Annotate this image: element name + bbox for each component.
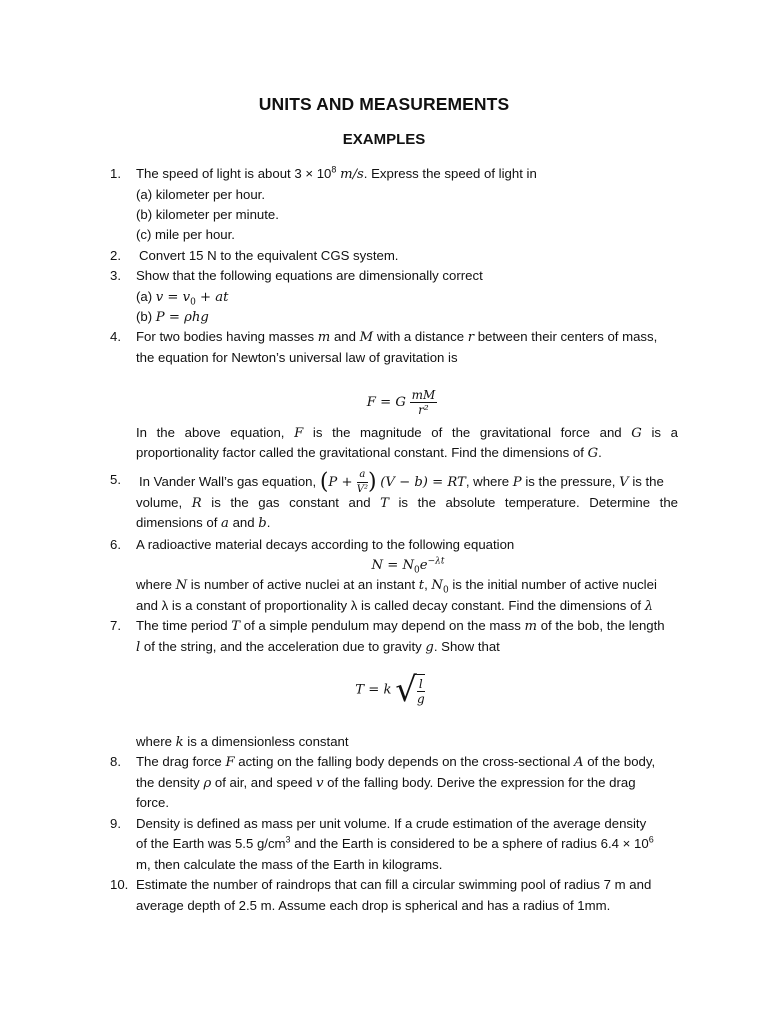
question-5-line-3: dimensions of a and b.: [136, 515, 271, 531]
question-number: 6.: [110, 537, 121, 552]
question-number: 10.: [110, 877, 129, 892]
question-number: 1.: [110, 166, 121, 181]
square-root: √ $\frac{l}{g}$: [395, 670, 425, 710]
question-8-line-1: The drag force F acting on the falling body depends on the cross-sectional A of the body,: [136, 754, 656, 770]
question-number: 4.: [110, 329, 121, 344]
question-4-line-3: In the above equation, F is the magnitude of the gravitational force and G is a: [136, 425, 678, 441]
gravitation-equation: F = G $\frac{mM}{\text{r²}}$: [366, 388, 436, 417]
question-4-line-1: For two bodies having masses m and M with a distance r between their centers of mass,: [136, 329, 658, 345]
question-9-line-3: m, then calculate the mass of the Earth in kilograms.: [136, 857, 443, 872]
question-1-option-a: (a) kilometer per hour.: [136, 187, 265, 202]
question-5-line-1: In Vander Wall’s gas equation, (P + $\frac{a}{\text{V²}}$ ) (V − b) = RT, where P is the pressure, V is the: [139, 469, 664, 495]
question-7-line-1: The time period T of a simple pendulum may depend on the mass m of the bob, the length: [136, 618, 665, 634]
pendulum-equation: T = k √ $\frac{l}{g}$: [355, 670, 425, 710]
question-3-text: Show that the following equations are dimensionally correct: [136, 268, 483, 283]
question-10-line-2: average depth of 2.5 m. Assume each drop is spherical and has a radius of 1mm.: [136, 898, 611, 913]
question-2-text: Convert 15 N to the equivalent CGS system.: [139, 248, 399, 263]
question-number: 2.: [110, 248, 121, 263]
question-8-line-3: force.: [136, 795, 169, 810]
question-1-option-b: (b) kilometer per minute.: [136, 207, 279, 222]
question-9-line-2: of the Earth was 5.5 $g/cm^3$ and the Earth is considered to be a sphere of radius $6.4 \times 10^6$: [136, 834, 654, 851]
question-3-equation-a: (a) $v = v_0$ + at: [136, 289, 229, 308]
question-7-line-2: l of the string, and the acceleration due to gravity g. Show that: [136, 639, 500, 655]
page-title: UNITS AND MEASUREMENTS: [258, 94, 510, 114]
question-number: 9.: [110, 816, 121, 831]
question-1-text: The speed of light is about $3 \times 10^8$ m/s. Express the speed of light in: [136, 164, 537, 182]
question-1-option-c: (c) mile per hour.: [136, 227, 235, 242]
question-number: 7.: [110, 618, 121, 633]
equation-fraction: $\frac{mM}{\text{r²}}$: [411, 388, 436, 417]
question-7-line-3: where k is a dimensionless constant: [136, 734, 349, 750]
question-9-line-1: Density is defined as mass per unit volume. If a crude estimation of the average density: [136, 816, 647, 831]
question-3-equation-b: (b) P = ρhg: [136, 309, 209, 325]
question-6-line-3: and λ is a constant of proportionality λ is called decay constant. Find the dimensions of λ: [136, 598, 654, 614]
question-number: 3.: [110, 268, 121, 283]
question-8-line-2: the density ρ of air, and speed v of the falling body. Derive the expression for the drag: [136, 775, 636, 791]
decay-equation: $N = N_0e^{-\lambda t}$: [371, 556, 445, 576]
question-6-line-1: A radioactive material decays according to the following equation: [136, 537, 515, 552]
question-4-line-2: the equation for Newton’s universal law of gravitation is: [136, 350, 458, 365]
question-6-line-2: where N is number of active nuclei at an instant t, $N_0$ is the initial number of active nuclei: [136, 577, 657, 596]
question-number: 5.: [110, 472, 121, 487]
question-number: 8.: [110, 754, 121, 769]
question-10-line-1: Estimate the number of raindrops that can fill a circular swimming pool of radius 7 m and: [136, 877, 652, 892]
section-subtitle: EXAMPLES: [342, 131, 426, 148]
question-4-line-4: proportionality factor called the gravitational constant. Find the dimensions of G.: [136, 445, 602, 461]
question-5-line-2: volume, R is the gas constant and T is the absolute temperature. Determine the: [136, 495, 678, 511]
